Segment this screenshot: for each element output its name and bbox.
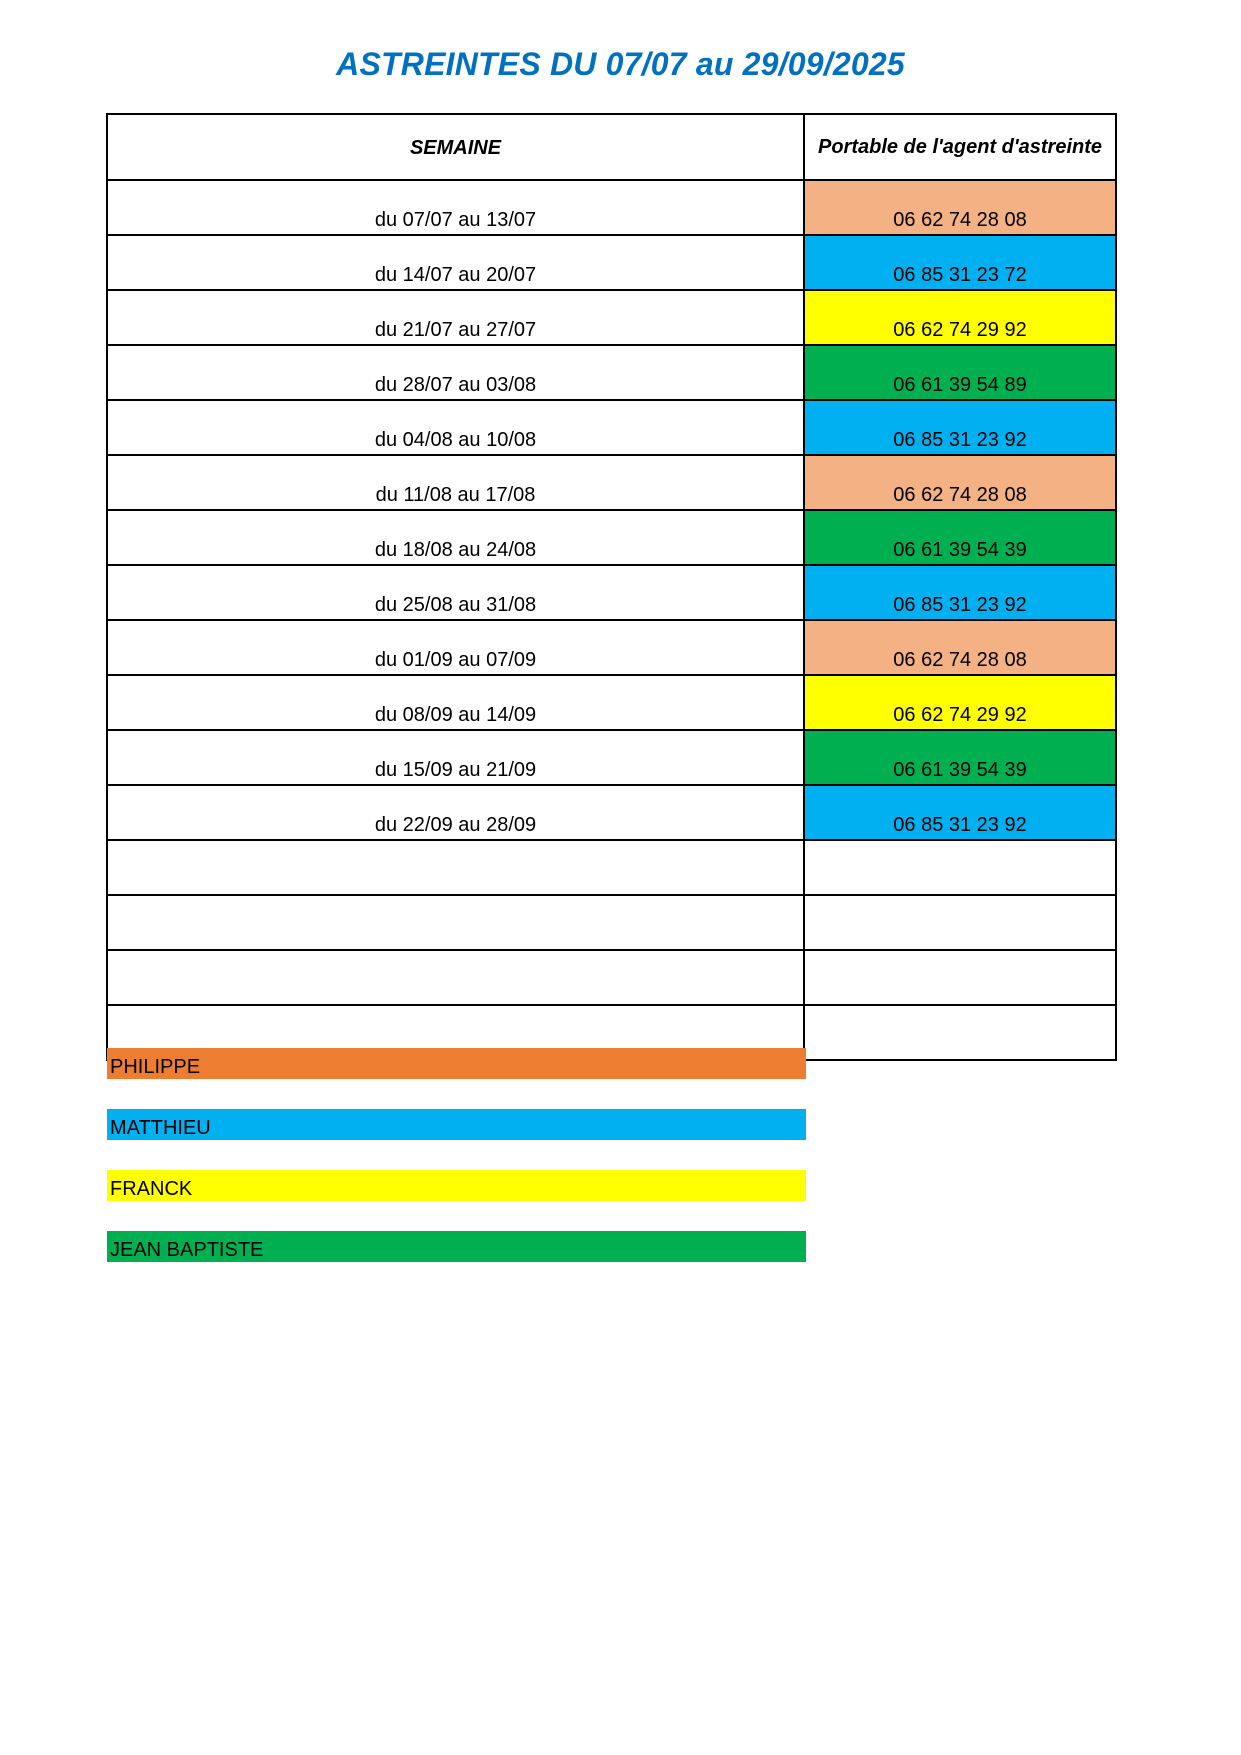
week-cell: du 07/07 au 13/07 [107, 180, 804, 235]
on-call-table [106, 113, 1117, 1061]
phone-cell: 06 61 39 54 39 [804, 510, 1116, 565]
table-row [107, 455, 1116, 510]
table-row [107, 400, 1116, 455]
table-row [107, 840, 1116, 895]
table-row [107, 565, 1116, 620]
week-cell [107, 840, 804, 895]
week-cell: du 04/08 au 10/08 [107, 400, 804, 455]
phone-cell: 06 61 39 54 39 [804, 730, 1116, 785]
phone-cell: 06 85 31 23 92 [804, 400, 1116, 455]
phone-cell [804, 895, 1116, 950]
table-row [107, 510, 1116, 565]
phone-cell [804, 840, 1116, 895]
table-row [107, 730, 1116, 785]
legend-item: PHILIPPE [107, 1048, 806, 1079]
week-column-header: SEMAINE [107, 114, 804, 180]
table-row [107, 785, 1116, 840]
week-cell: du 14/07 au 20/07 [107, 235, 804, 290]
week-cell [107, 895, 804, 950]
week-cell: du 01/09 au 07/09 [107, 620, 804, 675]
week-cell: du 28/07 au 03/08 [107, 345, 804, 400]
table-row [107, 675, 1116, 730]
phone-cell: 06 85 31 23 92 [804, 785, 1116, 840]
week-cell [107, 950, 804, 1005]
legend-item: MATTHIEU [107, 1109, 806, 1140]
phone-cell [804, 950, 1116, 1005]
week-cell: du 11/08 au 17/08 [107, 455, 804, 510]
week-cell: du 15/09 au 21/09 [107, 730, 804, 785]
phone-column-header: Portable de l'agent d'astreinte [804, 114, 1116, 180]
table-row [107, 895, 1116, 950]
legend-item: FRANCK [107, 1170, 806, 1201]
table-row [107, 620, 1116, 675]
week-cell: du 08/09 au 14/09 [107, 675, 804, 730]
week-cell: du 25/08 au 31/08 [107, 565, 804, 620]
week-cell: du 21/07 au 27/07 [107, 290, 804, 345]
phone-cell: 06 61 39 54 89 [804, 345, 1116, 400]
phone-cell: 06 62 74 28 08 [804, 455, 1116, 510]
page-title: ASTREINTES DU 07/07 au 29/09/2025 [336, 46, 905, 82]
table-header-row [107, 114, 1116, 180]
phone-cell [804, 1005, 1116, 1060]
legend-item: JEAN BAPTISTE [107, 1231, 806, 1262]
week-cell: du 22/09 au 28/09 [107, 785, 804, 840]
phone-cell: 06 62 74 28 08 [804, 620, 1116, 675]
table-row [107, 235, 1116, 290]
table-row [107, 345, 1116, 400]
phone-cell: 06 62 74 29 92 [804, 675, 1116, 730]
color-legend [107, 1048, 806, 1292]
table-row [107, 180, 1116, 235]
phone-cell: 06 85 31 23 92 [804, 565, 1116, 620]
table-row [107, 290, 1116, 345]
table-row [107, 950, 1116, 1005]
phone-cell: 06 62 74 29 92 [804, 290, 1116, 345]
phone-cell: 06 85 31 23 72 [804, 235, 1116, 290]
phone-cell: 06 62 74 28 08 [804, 180, 1116, 235]
week-cell: du 18/08 au 24/08 [107, 510, 804, 565]
